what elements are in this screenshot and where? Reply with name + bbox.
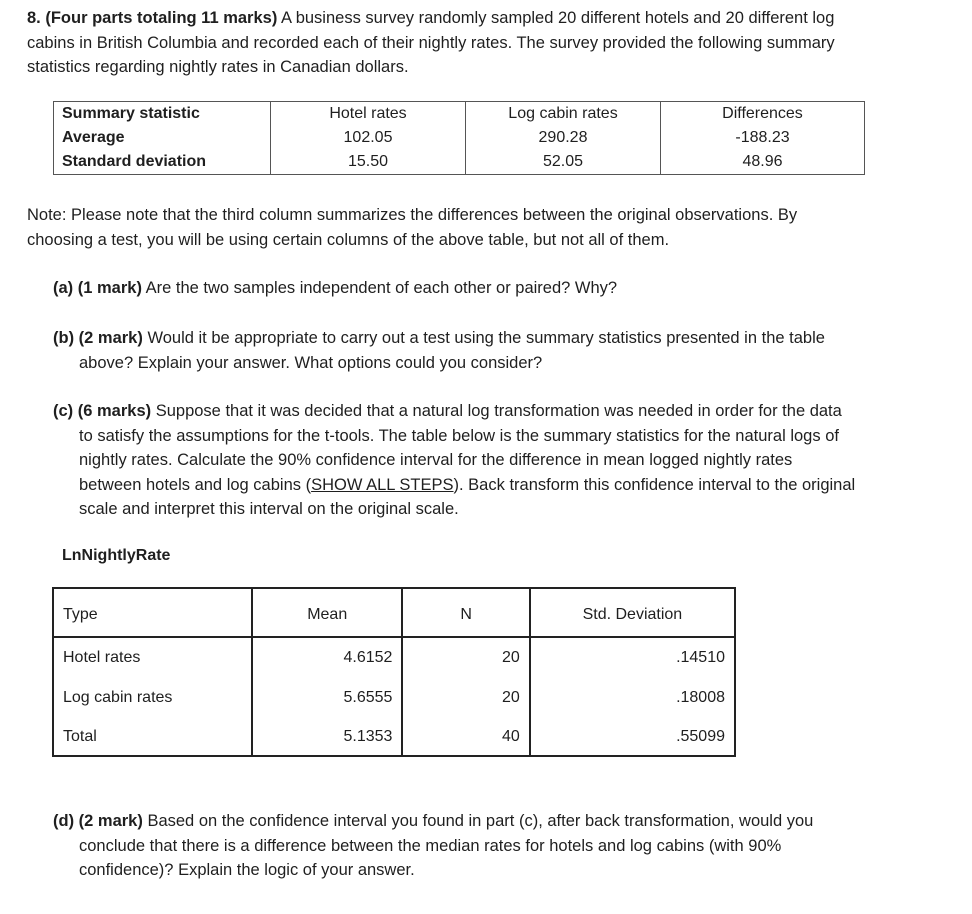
spss-header-sd: Std. Deviation — [530, 588, 735, 637]
spss-title: LnNightlyRate — [62, 547, 171, 564]
part-d-label: (d) (2 mark) — [53, 812, 143, 830]
summary-header-row — [54, 102, 865, 127]
spss-table — [52, 587, 736, 757]
spss-cell: Hotel rates — [53, 637, 252, 678]
intro-line-3: statistics regarding nightly rates in Canadian dollars. — [27, 58, 409, 76]
spss-header-mean: Mean — [252, 588, 402, 637]
part-d — [53, 809, 953, 883]
spss-cell: 40 — [402, 718, 529, 756]
summary-cell: Standard deviation — [54, 150, 271, 175]
spss-cell: Total — [53, 718, 252, 756]
spss-row-total — [53, 718, 735, 756]
part-a-label: (a) (1 mark) — [53, 279, 142, 297]
part-d-line-3: confidence)? Explain the logic of your answer. — [79, 861, 415, 879]
spss-cell: 5.6555 — [252, 678, 402, 718]
spss-cell: 20 — [402, 678, 529, 718]
spss-cell: Log cabin rates — [53, 678, 252, 718]
part-c-line-5: scale and interpret this interval on the original scale. — [79, 500, 459, 518]
intro-line-1 — [27, 6, 957, 31]
question-marks: (Four parts totaling 11 marks) — [45, 9, 278, 27]
summary-cell: 290.28 — [466, 126, 661, 150]
spss-cell: .18008 — [530, 678, 735, 718]
summary-cell: 102.05 — [271, 126, 466, 150]
summary-table — [53, 101, 865, 175]
part-b-label: (b) (2 mark) — [53, 329, 143, 347]
spss-cell: .55099 — [530, 718, 735, 756]
intro-line-2: cabins in British Columbia and recorded each of their nightly rates. The survey provided the following summary — [27, 33, 835, 52]
summary-header-diff: Differences — [661, 102, 865, 127]
spss-header-n: N — [402, 588, 529, 637]
spss-cell: .14510 — [530, 637, 735, 678]
note-line-2: choosing a test, you will be using certain columns of the above table, but not all of them. — [27, 230, 670, 249]
summary-cell: Average — [54, 126, 271, 150]
question-number: 8. — [27, 9, 41, 27]
summary-header-statistic: Summary statistic — [54, 102, 271, 127]
part-c-line-2: to satisfy the assumptions for the t-tools. The table below is the summary statistics for the natural logs of — [79, 426, 839, 445]
show-all-steps: SHOW ALL STEPS — [311, 475, 454, 494]
part-d-line-2: conclude that there is a difference between the median rates for hotels and log cabins (with 90% — [79, 836, 782, 855]
summary-cell: 15.50 — [271, 150, 466, 175]
summary-row-average — [54, 126, 865, 150]
part-b-line-2: above? Explain your answer. What options could you consider? — [79, 353, 543, 372]
spss-cell: 20 — [402, 637, 529, 678]
spss-header-type: Type — [53, 588, 252, 637]
note — [27, 203, 957, 252]
part-c-line-4-pre: between hotels and log cabins ( — [79, 475, 312, 494]
part-c-text-1: Suppose that it was decided that a natural log transformation was needed in order for the data — [155, 402, 842, 420]
part-b-text-1: Would it be appropriate to carry out a test using the summary statistics presented in the table — [147, 329, 825, 347]
part-c — [53, 399, 958, 522]
note-line-1: Note: Please note that the third column summarizes the differences between the original observations. By — [27, 206, 798, 224]
summary-cell: 48.96 — [661, 150, 865, 175]
summary-cell: -188.23 — [661, 126, 865, 150]
part-d-line-1 — [53, 809, 953, 834]
part-c-line-1 — [53, 399, 958, 424]
part-a-text: Are the two samples independent of each other or paired? Why? — [145, 279, 618, 297]
part-c-label: (c) (6 marks) — [53, 402, 152, 420]
part-b-line-1 — [53, 326, 953, 351]
spss-cell: 5.1353 — [252, 718, 402, 756]
summary-header-cabin: Log cabin rates — [466, 102, 661, 127]
spss-header-row — [53, 588, 735, 637]
summary-row-sd — [54, 150, 865, 175]
part-a — [53, 276, 953, 301]
question-intro — [27, 6, 957, 80]
part-c-line-4-post: ). Back transform this confidence interval to the original — [453, 475, 856, 494]
part-b — [53, 326, 953, 375]
part-d-text-1: Based on the confidence interval you found in part (c), after back transformation, would you — [147, 812, 814, 830]
summary-cell: 52.05 — [466, 150, 661, 175]
spss-row-cabin — [53, 678, 735, 718]
spss-row-hotel — [53, 637, 735, 678]
part-c-line-4 — [53, 473, 958, 498]
intro-text-1: A business survey randomly sampled 20 different hotels and 20 different log — [281, 9, 835, 27]
summary-header-hotel: Hotel rates — [271, 102, 466, 127]
part-c-line-3: nightly rates. Calculate the 90% confidence interval for the difference in mean logged nightly rates — [79, 451, 793, 469]
spss-cell: 4.6152 — [252, 637, 402, 678]
